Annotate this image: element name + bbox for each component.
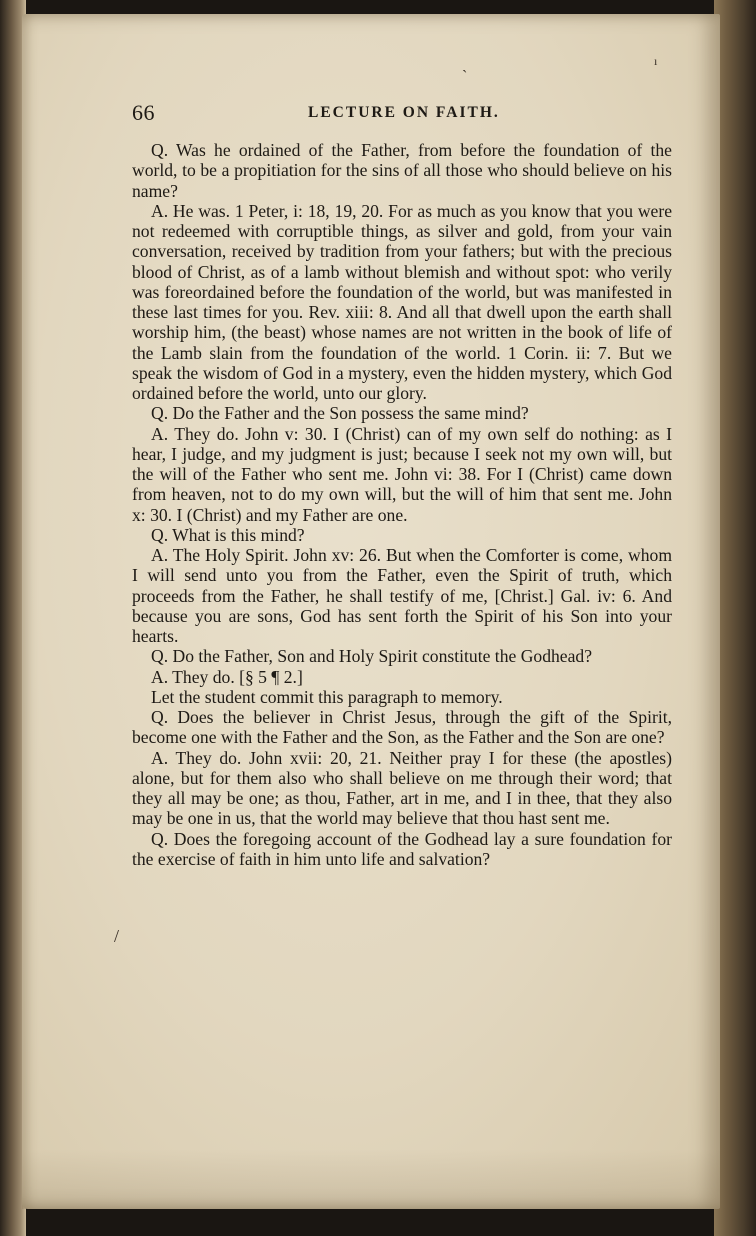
instruction-paragraph: Let the student commit this paragraph to memory. <box>151 686 503 707</box>
page-number: 66 <box>132 100 155 125</box>
question-paragraph: Q. Was he ordained of the Father, from before the foundation of the world, to be a propitiation for the sins of all those who should believe on his name? <box>132 140 672 201</box>
page-bottom-shade <box>22 1149 720 1209</box>
answer-paragraph: A. He was. 1 Peter, i: 18, 19, 20. For as much as you know that you were not redeemed with corruptible things, as silver and gold, from your vain conversation, received by tradition from your fathers; but with the precious blood of Christ, as of a lamb without blemish and without spot: who verily was foreordained before the foundation of the world, but was manifested in these last times for you. Rev. xiii: 8. And all that dwell upon the earth shall worship him, (the beast) whose names are not written in the book of life of the Lamb slain from the foundation of the world. 1 Corin. ii: 7. But we speak the wisdom of God in a mystery, even the hidden mystery, which God ordained before the world, unto our glory. <box>132 200 672 403</box>
body-text <box>132 140 672 869</box>
page-sheet <box>22 14 720 1209</box>
ink-speck-mark: ı <box>654 54 658 68</box>
question-paragraph: Q. Does the foregoing account of the Godhead lay a sure foundation for the exercise of faith in him unto life and salvation? <box>132 828 672 869</box>
running-header-title: LECTURE ON FAITH. <box>308 104 500 121</box>
answer-paragraph: A. They do. John xvii: 20, 21. Neither pray I for these (the apostles) alone, but for them also who shall believe on me through their word; that they all may be one; as thou, Father, art in me, and I in thee, that they also may be one in us, that the world may believe that thou hast sent me. <box>132 747 672 829</box>
answer-paragraph: A. They do. [§ 5 ¶ 2.] <box>151 666 303 687</box>
running-head <box>132 100 672 140</box>
page-content <box>132 100 672 869</box>
book-binding-right <box>714 0 756 1236</box>
margin-pencil-mark: / <box>114 926 120 946</box>
answer-paragraph: A. The Holy Spirit. John xv: 26. But when the Comforter is come, whom I will send unto you from the Father, even the Spirit of truth, which proceeds from the Father, he shall testify of me, [Christ.] Gal. iv: 6. And because you are sons, God has sent forth the Spirit of his Son into your hearts. <box>132 545 672 646</box>
answer-paragraph: A. They do. John v: 30. I (Christ) can of my own self do nothing: as I hear, I judge, and my judgment is just; because I seek not my own will, but the will of the Father who sent me. John vi: 38. For I (Christ) came down from heaven, not to do my own will, but the will of him that sent me. John x: 30. I (Christ) and my Father are one. <box>132 423 672 525</box>
question-paragraph: Q. Do the Father and the Son possess the same mind? <box>151 403 529 424</box>
ink-speck-mark: ˋ <box>462 68 468 85</box>
question-paragraph: Q. Does the believer in Christ Jesus, through the gift of the Spirit, become one with the Father and the Son, as the Father and the Son are one? <box>132 707 672 748</box>
question-paragraph: Q. Do the Father, Son and Holy Spirit constitute the Godhead? <box>151 646 593 667</box>
question-paragraph: Q. What is this mind? <box>151 524 305 545</box>
